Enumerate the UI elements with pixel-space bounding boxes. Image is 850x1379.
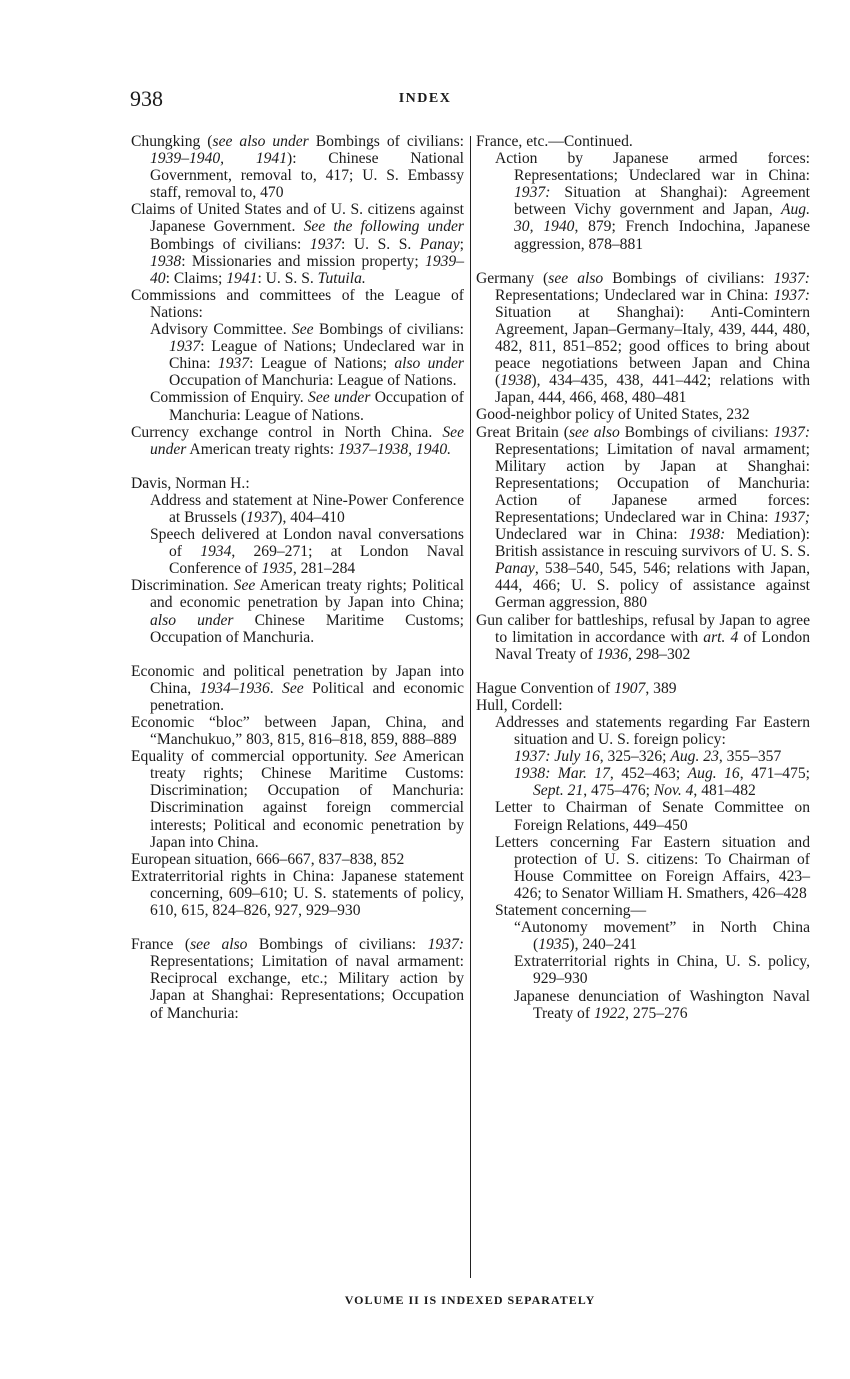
index-entry: France, etc.—Continued. [476, 133, 633, 150]
index-subentry: 1937: July 16, 325–326; Aug. 23, 355–357 [514, 748, 782, 766]
index-subentry: Extraterritorial rights in China, U. S. policy, 929–930 [514, 953, 810, 988]
index-column-left [131, 133, 464, 1022]
running-head: INDEX [398, 91, 452, 106]
index-subentry: Speech delivered at London naval conversations of 1934, 269–271; at London Naval Conference of 1935, 281–284 [150, 526, 465, 578]
index-subentry: Letters concerning Far Eastern situation and protection of U. S. citizens: To Chairman of House Committee on Foreign Affairs, 423–426; to Senator William H. Smathers, 426–428 [495, 833, 810, 902]
index-subentry: Japanese denunciation of Washington Naval Treaty of 1922, 275–276 [514, 987, 810, 1022]
index-subentry: Addresses and statements regarding Far Eastern situation and U. S. foreign policy: [495, 714, 810, 749]
index-subentry: Advisory Committee. See Bombings of civilians: 1937: League of Nations; Undeclared war in China: 1937: League of Nations; also under Occupation of Manchuria: League of Nations. [150, 321, 464, 390]
page-number: 938 [130, 86, 163, 111]
index-subentry: 1938: Mar. 17, 452–463; Aug. 16, 471–475; Sept. 21, 475–476; Nov. 4, 481–482 [514, 765, 811, 800]
entry-spacer [476, 253, 810, 270]
footer-note: VOLUME II IS INDEXED SEPARATELY [344, 1293, 596, 1307]
index-entry: Discrimination. See American treaty rights; Political and economic penetration by Japan into China; also under Chinese Maritime Customs; Occupation of Manchuria. [131, 577, 464, 646]
index-entry: Equality of commercial opportunity. See American treaty rights; Chinese Maritime Customs: Discrimination; Occupation of Manchuria: Discrimination against foreign commercial interests; Political and economic penetration by Japan into China. [131, 748, 464, 851]
index-subentry: Action by Japanese armed forces: Representations; Undeclared war in China: 1937: Situation at Shanghai): Agreement between Vichy government and Japan, Aug. 30, 1940, 879; French Indochina, Japanese aggression, 878–881 [495, 150, 811, 253]
index-subentry: Commission of Enquiry. See under Occupation of Manchuria: League of Nations. [150, 389, 464, 424]
entry-spacer [131, 919, 464, 936]
index-entry: Economic and political penetration by Japan into China, 1934–1936. See Political and economic penetration. [131, 662, 465, 714]
index-subentry: Letter to Chairman of Senate Committee on Foreign Relations, 449–450 [495, 799, 810, 834]
index-entry: Davis, Norman H.: [131, 474, 250, 492]
index-entry: Hague Convention of 1907, 389 [476, 679, 677, 697]
entry-spacer [131, 458, 464, 475]
column-divider [470, 136, 471, 1278]
index-entry: Great Britain (see also Bombings of civilians: 1937: Representations; Limitation of naval armament; Military action by Japan at Shanghai: Representations; Occupation of Manchuria: Action of Japanese armed forces: Representations; Undeclared war in China: 1937; Undeclared war in China: 1938: Mediation): British assistance in rescuing survivors of U. S. S. Panay, 538–540, 545, 546; relations with Japan, 444, 466; U. S. policy of assistance against German aggression, 880 [476, 423, 811, 612]
index-subentry: Statement concerning— [495, 902, 647, 920]
index-subentry: Address and statement at Nine-Power Conference at Brussels (1937), 404–410 [150, 491, 464, 526]
entry-spacer [476, 663, 810, 680]
index-entry: France (see also Bombings of civilians: 1937: Representations; Limitation of naval armament: Reciprocal exchange, etc.; Military action by Japan at Shanghai: Representations; Occupation of Manchuria: [131, 936, 464, 1022]
index-entry: Claims of United States and of U. S. citizens against Japanese Government. See the following under Bombings of civilians: 1937: U. S. S. Panay; 1938: Missionaries and mission property; 1939–40: Claims; 1941: U. S. S. Tutuila. [131, 201, 464, 287]
index-column-right [476, 133, 810, 1022]
index-entry: Germany (see also Bombings of civilians: 1937: Representations; Undeclared war in China: 1937: Situation at Shanghai): Anti-Comintern Agreement, Japan–Germany–Italy, 439, 444, 480, 482, 811, 851–852; good offices to bring about peace negotiations between Japan and China (1938), 434–435, 438, 441–442; relations with Japan, 444, 466, 468, 480–481 [476, 269, 810, 407]
index-entry: Hull, Cordell: [476, 696, 563, 714]
index-entry: Currency exchange control in North China. See under American treaty rights: 1937–1938, 1940. [131, 423, 464, 458]
index-entry: European situation, 666–667, 837–838, 852 [131, 850, 405, 868]
index-entry: Gun caliber for battleships, refusal by Japan to agree to limitation in accordance with art. 4 of London Naval Treaty of 1936, 298–302 [476, 611, 811, 663]
index-subentry: “Autonomy movement” in North China (1935), 240–241 [514, 919, 810, 954]
index-entry: Chungking (see also under Bombings of civilians: 1939–1940, 1941): Chinese National Government, removal to, 417; U. S. Embassy staff, removal to, 470 [131, 133, 464, 202]
index-entry: Good-neighbor policy of United States, 232 [476, 406, 750, 424]
entry-spacer [131, 646, 464, 663]
index-entry: Economic “bloc” between Japan, China, and “Manchukuo,” 803, 815, 816–818, 859, 888–889 [131, 714, 464, 749]
index-entry: Commissions and committees of the League of Nations: [131, 286, 464, 321]
index-entry: Extraterritorial rights in China: Japanese statement concerning, 609–610; U. S. statements of policy, 610, 615, 824–826, 927, 929–930 [131, 867, 464, 920]
